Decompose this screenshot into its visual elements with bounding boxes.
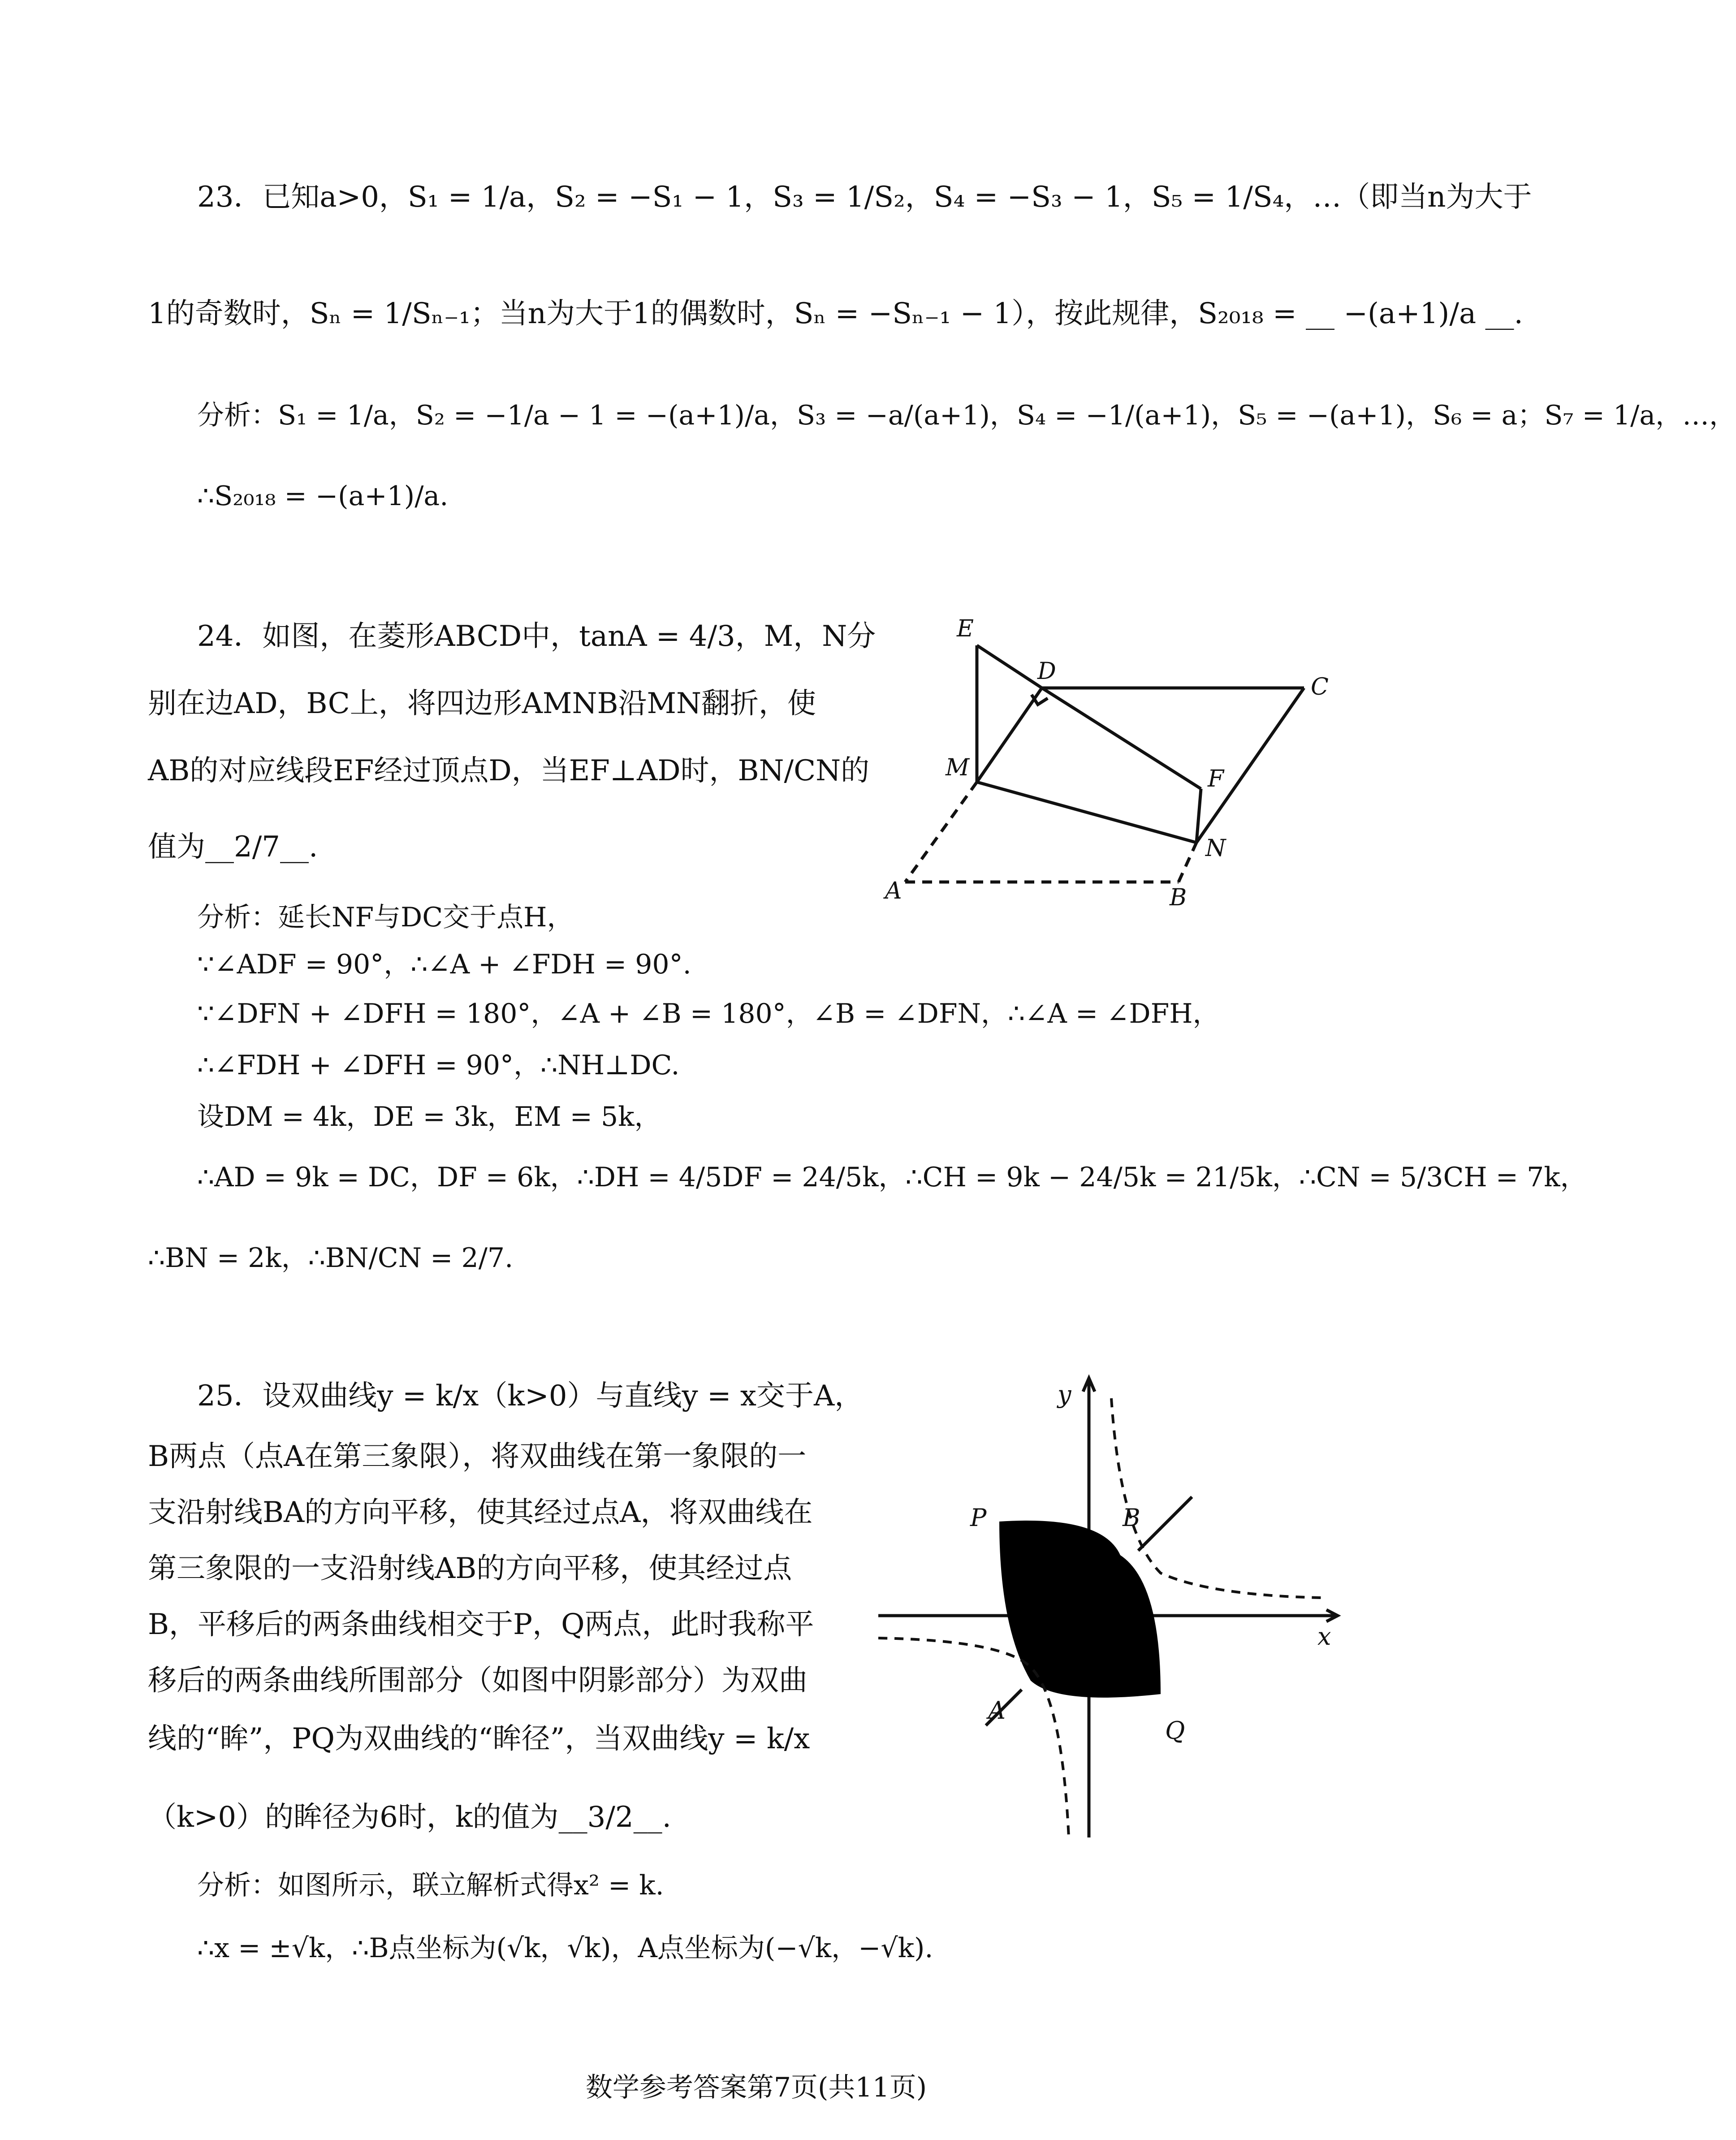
label-A-point: A xyxy=(988,1696,1006,1725)
rhombus-diagram xyxy=(869,605,1362,919)
q24-line-2: 别在边AD，BC上，将四边形AMNB沿MN翻折，使 xyxy=(148,687,816,720)
q25-line-4: 第三象限的一支沿射线AB的方向平移，使其经过点 xyxy=(148,1552,792,1585)
q25-analysis-1: 分析：如图所示，联立解析式得x² = k. xyxy=(197,1870,664,1901)
q24-line-1: 24．如图，在菱形ABCD中，tanA = 4/3，M，N分 xyxy=(197,620,876,653)
q23-analysis-2: ∴S₂₀₁₈ = −(a+1)/a. xyxy=(197,480,449,512)
q23-analysis-1: 分析：S₁ = 1/a，S₂ = −1/a − 1 = −(a+1)/a，S₃ = −a/(a+1)，S₄ = −1/(a+1)，S₅ = −(a+1)，S₆ = a；S₇ = 1/a，…， xyxy=(197,400,1736,431)
label-P: P xyxy=(970,1504,987,1532)
q24-analysis-7: ∴BN = 2k，∴BN/CN = 2/7. xyxy=(148,1242,514,1274)
axis-label-x: x xyxy=(1317,1622,1331,1651)
q24-analysis-4: ∴∠FDH + ∠DFH = 90°，∴NH⊥DC. xyxy=(197,1050,680,1081)
q25-line-8: （k>0）的眸径为6时，k的值为__3/2__. xyxy=(148,1801,671,1834)
label-A: A xyxy=(885,878,902,904)
label-N: N xyxy=(1205,835,1226,862)
q24-analysis-6: ∴AD = 9k = DC，DF = 6k，∴DH = 4/5DF = 24/5k，∴CH = 9k − 24/5k = 21/5k，∴CN = 5/3CH = 7k， xyxy=(197,1162,1587,1193)
q25-line-6: 移后的两条曲线所围部分（如图中阴影部分）为双曲 xyxy=(148,1664,808,1697)
label-M: M xyxy=(946,754,970,781)
q25-line-3: 支沿射线BA的方向平移，使其经过点A，将双曲线在 xyxy=(148,1496,813,1529)
label-Q: Q xyxy=(1165,1716,1185,1745)
q24-analysis-2: ∵∠ADF = 90°，∴∠A + ∠FDH = 90°. xyxy=(197,949,691,980)
label-B: B xyxy=(1170,884,1187,911)
q23-line-1: 23．已知a>0，S₁ = 1/a，S₂ = −S₁ − 1，S₃ = 1/S₂，S₄ = −S₃ − 1，S₅ = 1/S₄，…（即当n为大于 xyxy=(197,181,1532,214)
q24-analysis-5: 设DM = 4k，DE = 3k，EM = 5k， xyxy=(197,1101,661,1133)
label-C: C xyxy=(1311,674,1329,700)
q25-line-2: B两点（点A在第三象限），将双曲线在第一象限的一 xyxy=(148,1440,807,1473)
hyperbola-figure xyxy=(869,1371,1371,1846)
q23-line-2: 1的奇数时，Sₙ = 1/Sₙ₋₁；当n为大于1的偶数时，Sₙ = −Sₙ₋₁ − 1），按此规律，S₂₀₁₈ = __ −(a+1)/a __. xyxy=(148,297,1523,330)
q25-line-7: 线的“眸”，PQ为双曲线的“眸径”，当双曲线y = k/x xyxy=(148,1722,810,1755)
q24-line-4: 值为__2/7__. xyxy=(148,830,318,864)
label-E: E xyxy=(957,615,974,642)
q25-analysis-2: ∴x = ±√k，∴B点坐标为(√k，√k)，A点坐标为(−√k，−√k). xyxy=(197,1932,933,1964)
hyperbola-diagram xyxy=(869,1371,1371,1846)
label-F: F xyxy=(1208,765,1224,792)
q24-analysis-3: ∵∠DFN + ∠DFH = 180°，∠A + ∠B = 180°，∠B = ∠DFN，∴∠A = ∠DFH， xyxy=(197,998,1220,1029)
label-B-point: B xyxy=(1123,1504,1140,1532)
q25-line-1: 25．设双曲线y = k/x（k>0）与直线y = x交于A， xyxy=(197,1379,864,1413)
page-footer: 数学参考答案第7页(共11页) xyxy=(585,2072,927,2103)
q24-line-3: AB的对应线段EF经过顶点D，当EF⊥AD时，BN/CN的 xyxy=(148,754,870,787)
q24-analysis-1: 分析：延长NF与DC交于点H， xyxy=(197,902,574,933)
shaded-region xyxy=(999,1521,1161,1698)
rhombus-figure xyxy=(869,605,1362,919)
axis-label-y: y xyxy=(1058,1380,1071,1409)
q25-line-5: B，平移后的两条曲线相交于P，Q两点，此时我称平 xyxy=(148,1608,814,1641)
label-D: D xyxy=(1037,658,1056,685)
